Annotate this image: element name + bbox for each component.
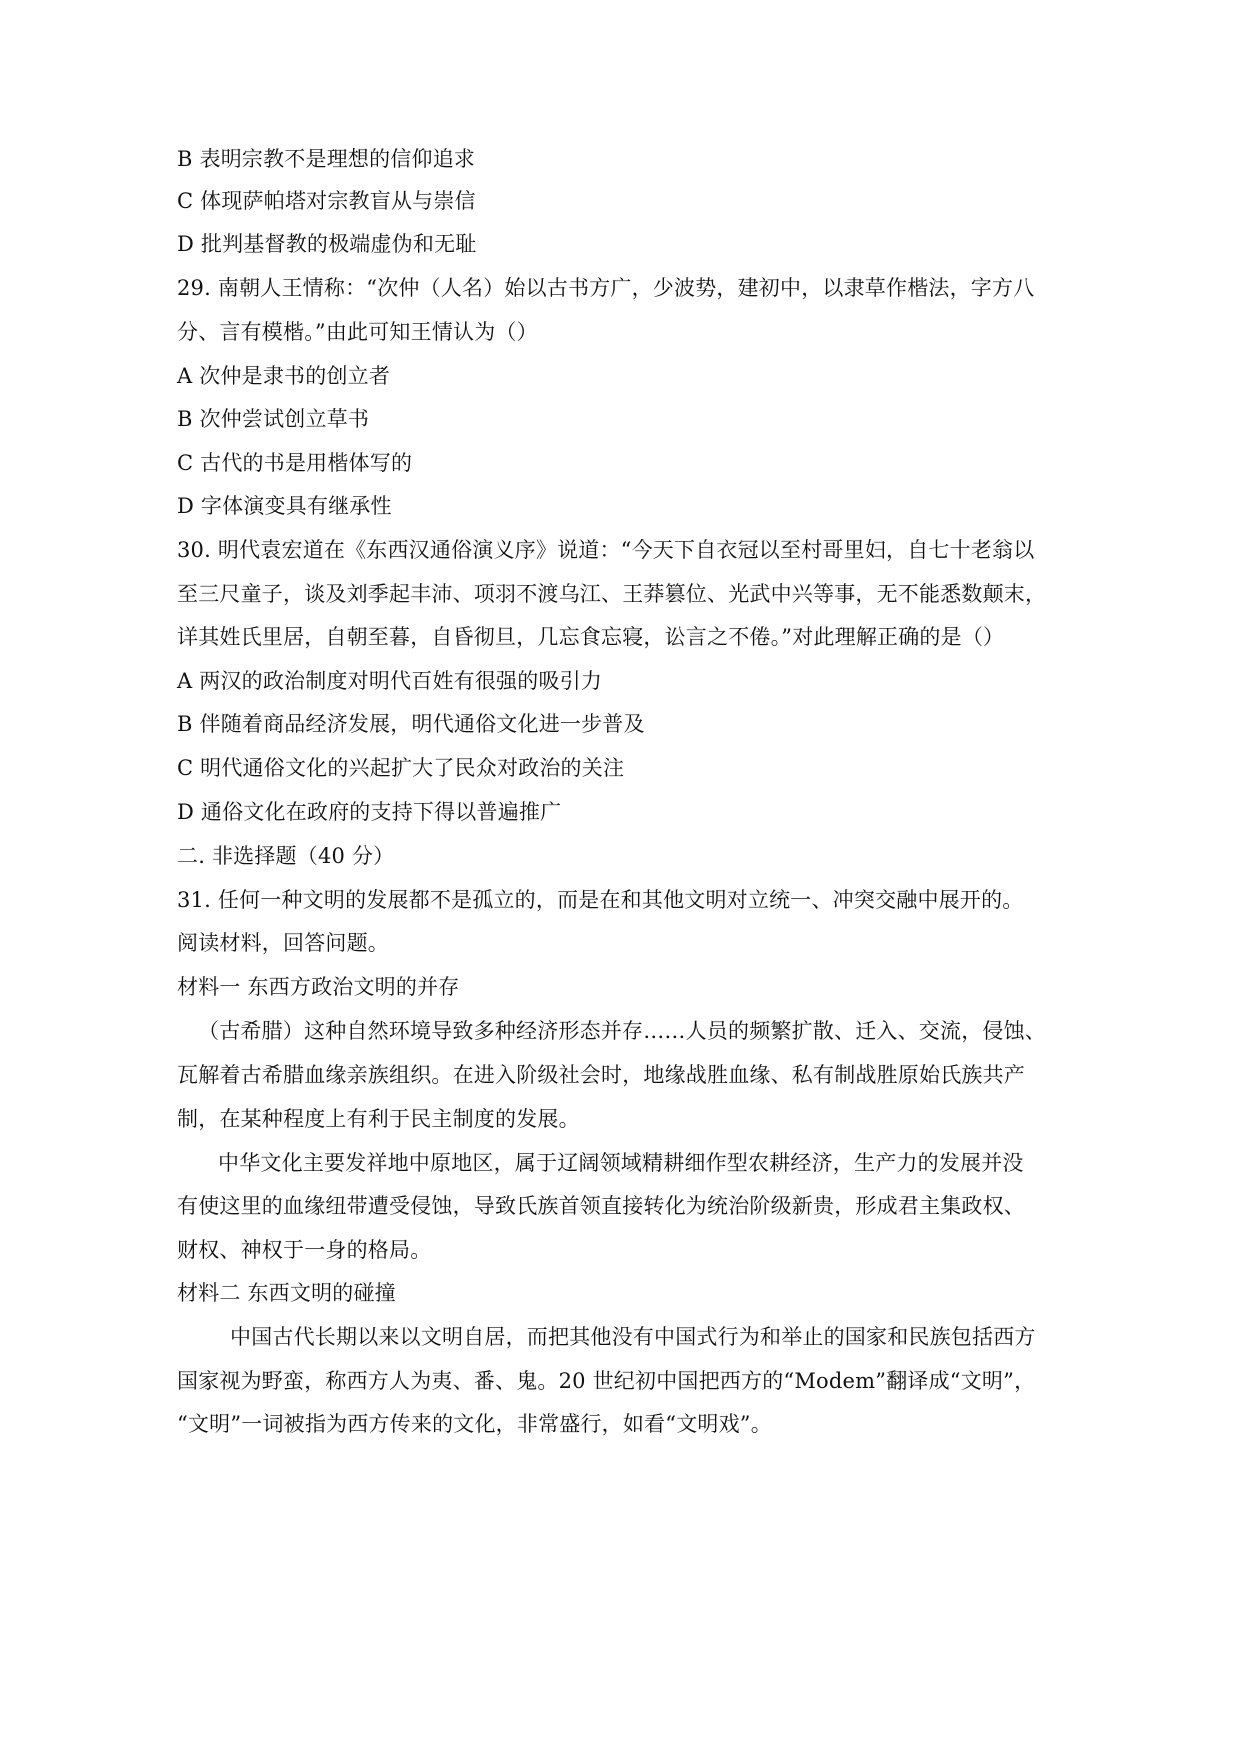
q31-instruction: 阅读材料，回答问题。	[177, 931, 389, 955]
material1-p2-line-2: 有使这里的血缘纽带遭受侵蚀，导致氏族首领直接转化为统治阶级新贵，形成君主集政权、	[177, 1194, 1025, 1218]
material1-p1-line-3: 制，在某种程度上有利于民主制度的发展。	[177, 1107, 580, 1131]
q29-option-d: D 字体演变具有继承性	[177, 494, 392, 518]
material2-p1-line-1: 中国古代长期以来以文明自居，而把其他没有中国式行为和举止的国家和民族包括西方	[230, 1325, 1036, 1349]
q30-stem-line-2: 至三尺童子，谈及刘季起丰沛、项羽不渡乌江、王莽篡位、光武中兴等事，无不能悉数颠末，	[177, 582, 1047, 606]
q30-stem-line-1: 30. 明代袁宏道在《东西汉通俗演义序》说道：“今天下自衣冠以至村哥里妇，自七十老翁以	[177, 538, 1035, 562]
q29-option-b: B 次仲尝试创立草书	[177, 407, 370, 431]
material1-title: 材料一 东西方政治文明的并存	[177, 975, 460, 999]
material2-p1-line-2: 国家视为野蛮，称西方人为夷、番、鬼。20 世纪初中国把西方的“Modem”翻译成“文明”，	[177, 1369, 1036, 1393]
q30-option-d: D 通俗文化在政府的支持下得以普遍推广	[177, 800, 562, 824]
q30-option-a: A 两汉的政治制度对明代百姓有很强的吸引力	[177, 669, 603, 693]
q29-stem-line-2: 分、言有模楷。”由此可知王情认为（）	[177, 320, 538, 344]
q28-option-c: C 体现萨帕塔对宗教盲从与崇信	[177, 189, 476, 213]
q30-stem-line-3: 详其姓氏里居，自朝至暮，自昏彻旦，几忘食忘寝，讼言之不倦。”对此理解正确的是（）	[177, 625, 1005, 649]
q29-option-c: C 古代的书是用楷体写的	[177, 451, 413, 475]
q31-stem: 31. 任何一种文明的发展都不是孤立的，而是在和其他文明对立统一、冲突交融中展开的。	[177, 888, 1024, 912]
q29-option-a: A 次仲是隶书的创立者	[177, 364, 391, 388]
material1-p1-line-2: 瓦解着古希腊血缘亲族组织。在进入阶级社会时，地缘战胜血缘、私有制战胜原始氏族共产	[177, 1063, 1025, 1087]
q30-option-b: B 伴随着商品经济发展，明代通俗文化进一步普及	[177, 712, 645, 736]
material2-title: 材料二 东西文明的碰撞	[177, 1281, 396, 1305]
q30-option-c: C 明代通俗文化的兴起扩大了民众对政治的关注	[177, 756, 625, 780]
material1-p1-line-1: （古希腊）这种自然环境导致多种经济形态并存……人员的频繁扩散、迁入、交流，侵蚀、	[198, 1019, 1046, 1043]
q28-option-d: D 批判基督教的极端虚伪和无耻	[177, 232, 477, 256]
q29-stem-line-1: 29. 南朝人王情称：“次仲（人名）始以古书方广，少波势，建初中，以隶草作楷法，字方八	[177, 276, 1035, 300]
section-heading: 二. 非选择题（40 分）	[177, 844, 395, 868]
material1-p2-line-1: 中华文化主要发祥地中原地区，属于辽阔领域精耕细作型农耕经济，生产力的发展并没	[218, 1151, 1024, 1175]
material2-p1-line-3: “文明”一词被指为西方传来的文化，非常盛行，如看“文明戏”。	[177, 1412, 772, 1436]
material1-p2-line-3: 财权、神权于一身的格局。	[177, 1238, 432, 1262]
q28-option-b: B 表明宗教不是理想的信仰追求	[177, 147, 476, 171]
